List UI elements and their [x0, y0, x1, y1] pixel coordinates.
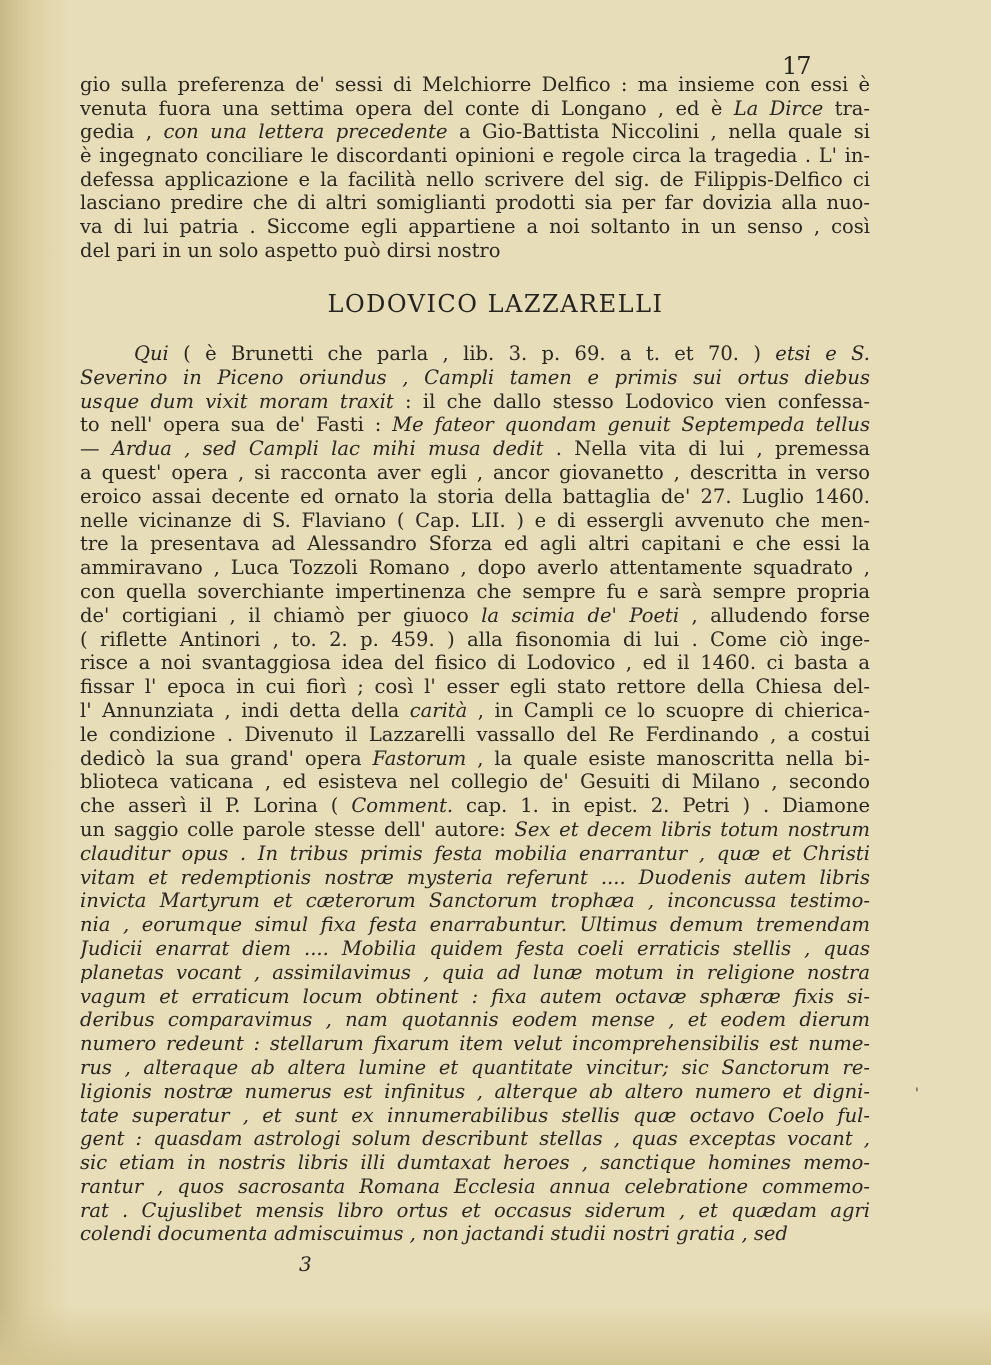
text-run: eroico assai decente ed ornato la storia della battaglia de' 27. Luglio 1460.: [80, 484, 870, 508]
text-run: che asserì il P. Lorina (: [80, 794, 352, 818]
text-line: [80, 120, 870, 144]
page-bottom-shadow: [0, 1305, 991, 1365]
text-run: defessa applicazione e la facilità nello scrivere del sig. de Filippis-Delfico ci: [80, 167, 870, 191]
text-run: , alludendo forse: [679, 603, 870, 627]
text-run: fissar l' epoca in cui fiorì ; così l' esser egli stato rettore della Chiesa del-: [80, 675, 870, 699]
italic-run: planetas vocant , assimilavimus , quia ad lunæ motum in religione nostra: [80, 960, 870, 984]
text-line: [80, 73, 870, 97]
text-line: [80, 937, 870, 961]
page-number: 17: [782, 52, 811, 80]
text-line: [80, 390, 870, 414]
text-run: a Gio-Battista Niccolini , nella quale si: [447, 120, 870, 144]
stray-mark: ': [915, 1086, 919, 1102]
text-run: un saggio colle parole stesse dell' autore:: [80, 817, 515, 841]
italic-run: sic etiam in nostris libris illi dumtaxat heroes , sanctique homines memo-: [80, 1151, 870, 1175]
intro-paragraph: [80, 73, 870, 263]
text-line: [80, 1127, 870, 1151]
text-line: [80, 239, 870, 263]
text-line: [80, 97, 870, 121]
italic-run: nia , eorumque simul fixa festa enarrabuntur. Ultimus demum tremendam: [80, 913, 870, 937]
page-gutter-shadow: [0, 0, 70, 1365]
italic-run: Severino in Piceno oriundus , Campli tamen e primis sui ortus diebus: [80, 365, 870, 389]
text-line: [80, 485, 870, 509]
italic-run: deribus comparavimus , nam quotannis eodem mense , et eodem dierum: [80, 1008, 870, 1032]
text-line: [80, 144, 870, 168]
italic-run: etsi e S.: [775, 342, 870, 365]
italic-run: rus , alteraque ab altera lumine et quantitate vincitur; sic Sanctorum re-: [80, 1055, 870, 1079]
italic-run: Me fateor quondam genuit Septempeda tellus: [392, 413, 870, 437]
text-line: [80, 168, 870, 192]
text-run: ( riflette Antinori , to. 2. p. 459. ) alla fisonomia di lui . Come ciò inge-: [80, 627, 870, 651]
text-run: dedicò la sua grand' opera: [80, 746, 373, 770]
text-line: [80, 509, 870, 533]
text-line: [80, 1008, 870, 1032]
text-line: [80, 699, 870, 723]
italic-run: La Dirce: [733, 96, 824, 120]
text-line: [80, 580, 870, 604]
italic-run: la scimia de' Poeti: [481, 603, 680, 627]
text-line: [80, 342, 870, 366]
text-line: [80, 1222, 870, 1246]
text-line: [80, 747, 870, 771]
text-line: [80, 1151, 870, 1175]
italic-run: rat . Cujuslibet mensis libro ortus et occasus siderum , et quædam agri: [80, 1198, 870, 1222]
text-run: a quest' opera , si racconta aver egli , ancor giovanetto , descritta in verso: [80, 460, 870, 484]
text-run: , la quale esiste manoscritta nella bi-: [466, 746, 870, 770]
text-line: [80, 532, 870, 556]
text-line: [80, 818, 870, 842]
text-line: [80, 604, 870, 628]
text-run: to nell' opera sua de' Fasti :: [80, 413, 393, 437]
text-run: ammiravano , Luca Tozzoli Romano , dopo averlo attentamente squadrato ,: [80, 556, 870, 580]
text-run: ( è Brunetti che parla , lib. 3. p. 69. a t. et 70. ): [168, 342, 776, 365]
italic-run: Qui: [134, 342, 169, 365]
text-run: con quella soverchiante impertinenza che sempre fu e sarà sempre propria: [80, 579, 870, 603]
body-paragraph: [80, 342, 870, 1246]
text-run: , in Campli ce lo scuopre di chierica-: [467, 698, 870, 722]
italic-run: Sex et decem libris totum nostrum: [514, 817, 870, 841]
italic-run: Fastorum: [372, 746, 467, 770]
text-line: [80, 1104, 870, 1128]
text-run: cap. 1. in epist. 2. Petri ) . Diamone: [453, 794, 870, 818]
text-line: [80, 770, 870, 794]
text-line: [80, 1080, 870, 1104]
italic-run: — Ardua , sed Campli lac mihi musa dedit: [80, 437, 544, 461]
text-run: : il che dallo stesso Lodovico vien confessa-: [393, 389, 870, 413]
text-run: del pari in un solo aspetto può dirsi nostro: [80, 238, 501, 262]
italic-run: gent : quasdam astrologi solum describunt stellas , quas exceptas vocant ,: [80, 1127, 870, 1151]
text-line: [80, 1032, 870, 1056]
text-line: [80, 794, 870, 818]
italic-run: Judicii enarrat diem .... Mobilia quidem festa coeli erraticis stellis , quas: [80, 936, 870, 960]
text-line: [80, 215, 870, 239]
text-line: [80, 651, 870, 675]
text-line: [80, 675, 870, 699]
italic-run: ligionis nostræ numerus est infinitus , alterque ab altero numero et digni-: [80, 1079, 870, 1103]
text-run: nelle vicinanze di S. Flaviano ( Cap. LII. ) e di essergli avvenuto che men-: [80, 508, 870, 532]
text-run: è ingegnato conciliare le discordanti opinioni e regole circa la tragedia . L' in-: [80, 144, 870, 168]
text-run: l' Annunziata , indi detta della: [80, 698, 410, 722]
italic-run: numero redeunt : stellarum fixarum item velut incomprehensibilis est nume-: [80, 1032, 870, 1056]
italic-run: clauditur opus . In tribus primis festa mobilia enarrantur , quæ et Christi: [80, 841, 870, 865]
italic-run: carità: [409, 698, 468, 722]
signature-mark: 3: [299, 1252, 312, 1276]
text-line: [80, 556, 870, 580]
text-line: [80, 437, 870, 461]
text-run: blioteca vaticana , ed esisteva nel collegio de' Gesuiti di Milano , secondo: [80, 770, 870, 794]
italic-run: invicta Martyrum et cæterorum Sanctorum trophæa , inconcussa testimo-: [80, 889, 870, 913]
text-line: [80, 961, 870, 985]
text-line: [80, 1175, 870, 1199]
text-run: . Nella vita di lui , premessa: [543, 437, 870, 461]
text-run: va di lui patria . Siccome egli appartiene a noi soltanto in un senso , così: [80, 215, 870, 239]
text-line: [80, 628, 870, 652]
text-line: [80, 1056, 870, 1080]
italic-run: rantur , quos sacrosanta Romana Ecclesia annua celebratione commemo-: [80, 1174, 870, 1198]
italic-run: vagum et erraticum locum obtinent : fixa autem octavæ sphæræ fixis si-: [80, 984, 870, 1008]
text-line: [80, 1199, 870, 1223]
text-run: de' cortigiani , il chiamò per giuoco: [80, 603, 482, 627]
text-run: tre la presentava ad Alessandro Sforza ed agli altri capitani e che essi la: [80, 532, 870, 556]
text-line: [80, 191, 870, 215]
text-line: [80, 913, 870, 937]
italic-run: Comment.: [351, 794, 454, 818]
text-line: [80, 461, 870, 485]
text-line: [80, 889, 870, 913]
text-run: tra-: [823, 96, 870, 120]
text-line: [80, 985, 870, 1009]
italic-run: tate superatur , et sunt ex innumerabilibus stellis quæ octavo Coelo ful-: [80, 1103, 870, 1127]
text-run: venuta fuora una settima opera del conte di Longano , ed è: [80, 96, 734, 120]
text-line: [80, 366, 870, 390]
text-line: [80, 413, 870, 437]
text-line: [80, 723, 870, 747]
italic-run: colendi documenta admiscuimus , non jactandi studii nostri gratia , sed: [80, 1222, 788, 1246]
text-run: lasciano predire che di altri somiglianti prodotti sia per far dovizia alla nuo-: [80, 191, 870, 215]
text-line: [80, 866, 870, 890]
text-run: gedia ,: [80, 120, 164, 144]
italic-run: vitam et redemptionis nostræ mysteria referunt .... Duodenis autem libris: [80, 865, 870, 889]
text-run: risce a noi svantaggiosa idea del fisico di Lodovico , ed il 1460. ci basta a: [80, 651, 870, 675]
text-run: le condizione . Divenuto il Lazzarelli vassallo del Re Ferdinando , a costui: [80, 722, 870, 746]
section-heading: LODOVICO LAZZARELLI: [327, 290, 664, 318]
italic-run: con una lettera precedente: [163, 120, 448, 144]
text-line: [80, 842, 870, 866]
text-run: gio sulla preferenza de' sessi di Melchiorre Delfico : ma insieme con essi è: [80, 73, 870, 96]
italic-run: usque dum vixit moram traxit: [80, 389, 394, 413]
